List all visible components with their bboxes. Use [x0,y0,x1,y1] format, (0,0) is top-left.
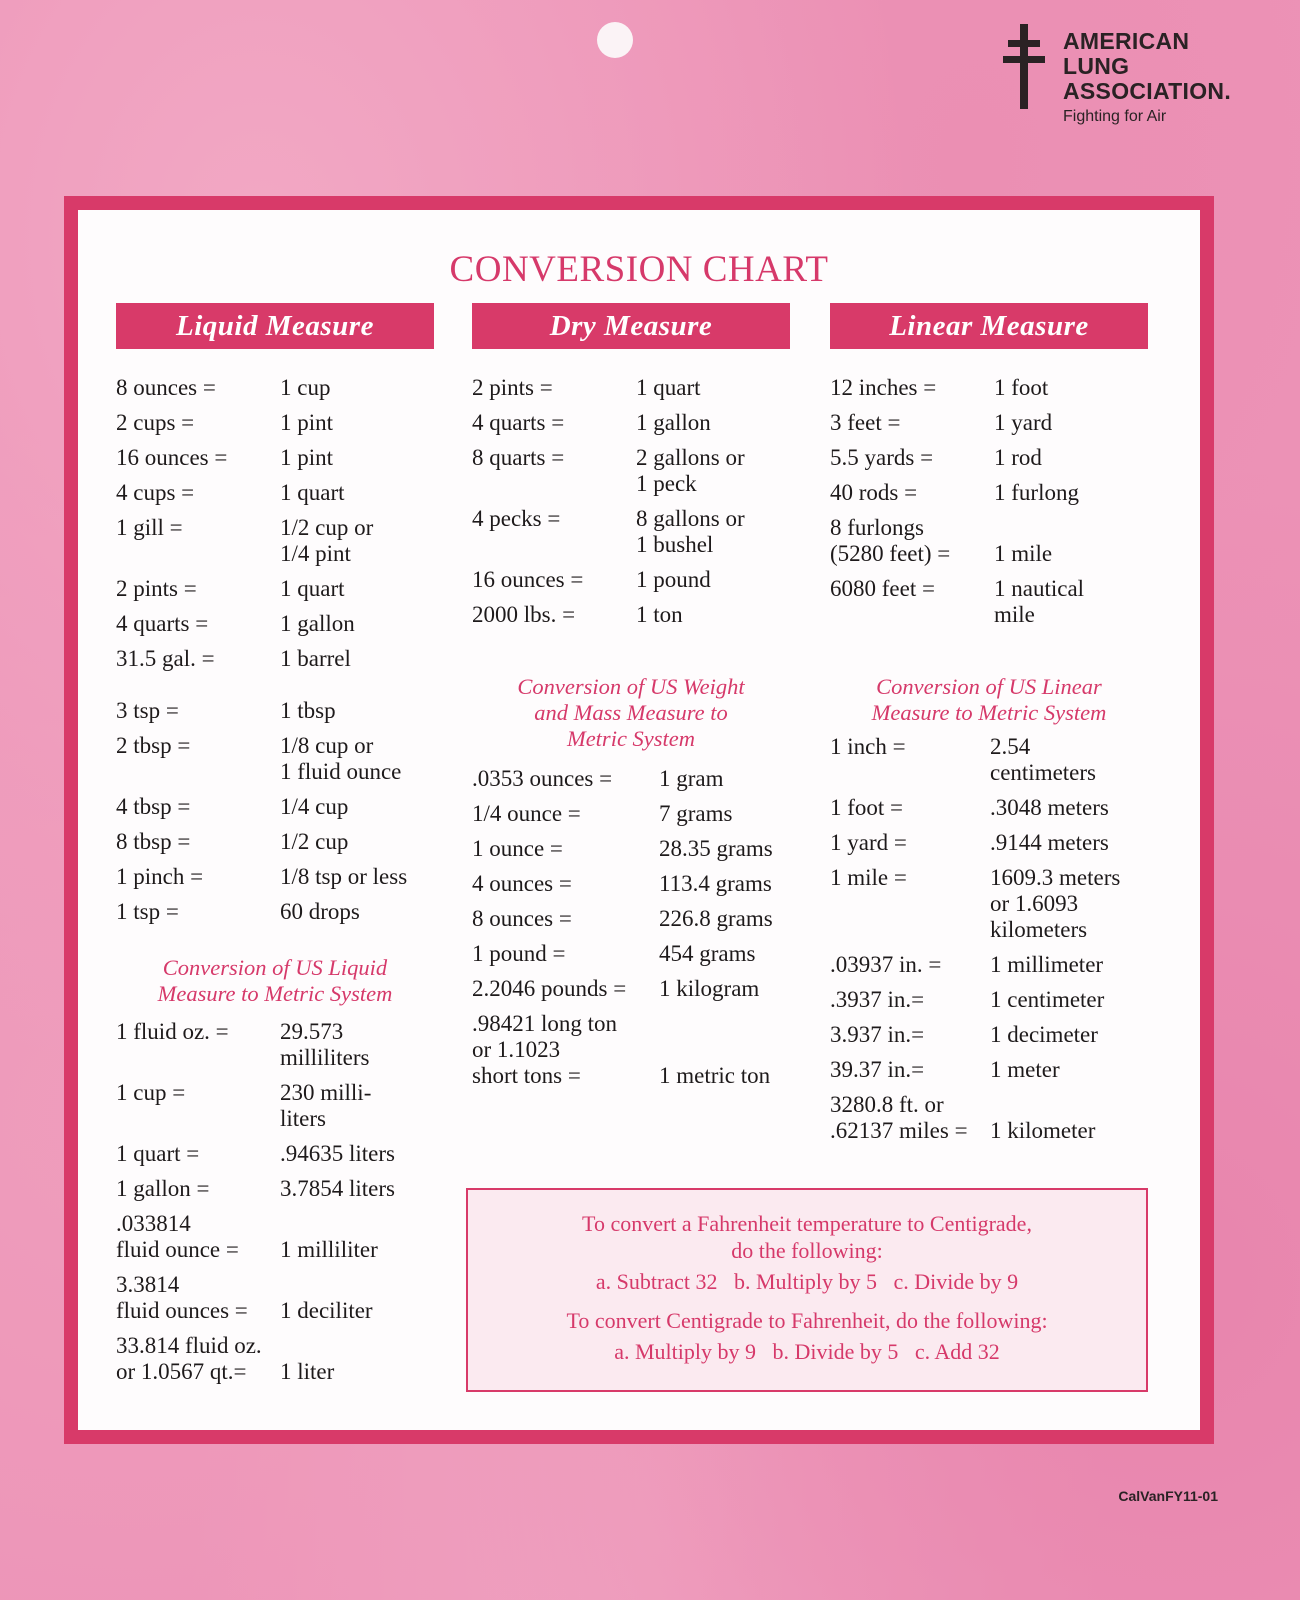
row-to: 3.7854 liters [280,1176,395,1201]
row-to: 8 gallons or 1 bushel [636,506,745,557]
conversion-row [830,515,1148,567]
row-to: 1 gallon [280,611,355,636]
row-to: 60 drops [280,899,360,924]
dry-metric-title: Conversion of US Weight and Mass Measure to Metric System [517,674,745,751]
conversion-row [116,445,434,471]
row-to: .9144 meters [990,830,1109,855]
row-from: 6080 feet = [830,576,935,601]
row-to: 1 ton [636,602,683,627]
liquid-header: Liquid Measure [116,303,434,349]
conversion-row [116,576,434,602]
temp-f-to-c-line1: To convert a Fahrenheit temperature to Centigrade, [582,1211,1032,1236]
conversion-row [830,375,1148,401]
conversion-row [472,1011,790,1089]
conversion-row [830,480,1148,506]
chart-card [78,210,1200,1430]
temp-c-to-f-steps: a. Multiply by 9 b. Divide by 5 c. Add 32 [614,1339,1000,1364]
conversion-row [116,899,434,925]
conversion-row [116,864,434,890]
row-from: 12 inches = [830,375,937,400]
row-from: 1 gallon = [116,1176,210,1201]
lorraine-cross-icon [1000,24,1050,109]
conversion-row [116,733,434,785]
row-to: 28.35 grams [659,836,773,861]
conversion-row [472,906,790,932]
conversion-row [830,830,1148,856]
row-from: 8 ounces = [472,906,572,931]
conversion-row [116,1272,434,1324]
conversion-row [472,602,790,628]
row-from: 4 pecks = [472,506,561,531]
conversion-row [116,410,434,436]
conversion-row [116,829,434,855]
row-to: 1 decimeter [990,1022,1098,1047]
row-from: 8 furlongs (5280 feet) = [830,515,951,566]
row-from: 4 cups = [116,480,195,505]
row-to: 1/4 cup [280,794,349,819]
liquid-metric-title: Conversion of US Liquid Measure to Metric System [157,955,393,1006]
row-from: 1 foot = [830,795,904,820]
row-from: 1 pound = [472,941,566,966]
row-from: 16 ounces = [116,445,228,470]
conversion-row [472,836,790,862]
temp-f-to-c-line2: do the following: [731,1238,883,1263]
ala-logo [1000,24,1260,134]
dry-header: Dry Measure [472,303,790,349]
row-from: 40 rods = [830,480,918,505]
row-to: 1 millimeter [990,952,1104,977]
row-from: 2 pints = [472,375,553,400]
row-to: 113.4 grams [659,871,772,896]
row-from: 3280.8 ft. or .62137 miles = [830,1092,968,1143]
row-to: .3048 meters [990,795,1109,820]
row-to: 230 milli- liters [280,1080,372,1131]
conversion-row [116,611,434,637]
page-title: CONVERSION CHART [449,249,829,290]
conversion-row [830,410,1148,436]
row-from: 1 cup = [116,1080,186,1105]
row-from: 31.5 gal. = [116,646,215,671]
row-to: 1 rod [994,445,1042,470]
row-from: 1 gill = [116,515,183,540]
row-from: .0353 ounces = [472,766,613,791]
conversion-row [830,734,1148,786]
row-from: .98421 long ton or 1.1023 short tons = [472,1011,618,1088]
linear-list [830,375,1148,628]
row-to: 1609.3 meters or 1.6093 kilometers [990,865,1121,942]
row-from: 3 tsp = [116,698,179,723]
row-from: 2 pints = [116,576,197,601]
row-to: 2.54 centimeters [990,734,1097,785]
row-to: 1 barrel [280,646,351,671]
row-to: 1 furlong [994,480,1079,505]
row-from: 3 feet = [830,410,901,435]
form-code: CalVanFY11-01 [1118,1488,1218,1504]
row-to: 1 meter [990,1057,1060,1082]
conversion-row [830,952,1148,978]
conversion-row [472,410,790,436]
row-to: 226.8 grams [659,906,773,931]
conversion-row [116,646,434,672]
linear-header: Linear Measure [830,303,1148,349]
conversion-row [116,480,434,506]
liquid-list [116,375,434,672]
row-to: 29.573 milliliters [280,1019,370,1070]
row-to: 1 centimeter [990,987,1105,1012]
row-to: 1 pint [280,445,334,470]
row-to: 1 gram [659,766,724,791]
row-to: 7 grams [659,801,733,826]
linear-metric-list [830,734,1148,1144]
row-from: 1 fluid oz. = [116,1019,229,1044]
row-from: 8 quarts = [472,445,565,470]
row-from: 1 quart = [116,1141,200,1166]
row-to: 1 tbsp [280,698,336,723]
conversion-row [472,871,790,897]
row-from: 33.814 fluid oz. or 1.0567 qt.= [116,1333,262,1384]
liquid-column [116,303,434,1394]
row-from: 2 cups = [116,410,195,435]
row-from: 2.2046 pounds = [472,976,627,1001]
chart-frame [64,196,1214,1444]
row-to: 1 milliliter [280,1237,378,1262]
row-from: .03937 in. = [830,952,942,977]
conversion-row [472,976,790,1002]
row-to: 1/2 cup or 1/4 pint [280,515,374,566]
row-to: 1 liter [280,1359,335,1384]
conversion-row [830,576,1148,628]
row-from: 16 ounces = [472,567,584,592]
conversion-row [116,794,434,820]
row-to: 1 foot [994,375,1049,400]
row-from: 4 tbsp = [116,794,191,819]
conversion-row [472,801,790,827]
conversion-row [116,1176,434,1202]
conversion-row [472,567,790,593]
conversion-row [830,987,1148,1013]
row-to: 454 grams [659,941,756,966]
conversion-row [116,698,434,724]
row-to: 1 kilometer [990,1118,1096,1143]
conversion-row [830,1022,1148,1048]
row-to: 1 cup [280,375,331,400]
linear-metric-title: Conversion of US Linear Measure to Metric System [871,674,1107,725]
conversion-row [830,795,1148,821]
row-from: 1 ounce = [472,836,563,861]
temperature-box [466,1188,1148,1392]
conversion-row [116,1333,434,1385]
logo-wordmark: AMERICAN LUNG ASSOCIATION. [1063,28,1232,104]
conversion-row [830,1092,1148,1144]
row-to: 1 pound [636,567,711,592]
conversion-row [472,766,790,792]
row-from: 39.37 in.= [830,1057,925,1082]
row-from: 4 quarts = [472,410,565,435]
conversion-row [472,506,790,558]
conversion-row [830,1057,1148,1083]
row-to: .94635 liters [280,1141,395,1166]
row-from: 1 pinch = [116,864,204,889]
row-to: 1/8 cup or 1 fluid ounce [280,733,402,784]
row-from: 1/4 ounce = [472,801,581,826]
row-to: 1 metric ton [659,1063,771,1088]
row-from: 1 inch = [830,734,906,759]
row-to: 1/8 tsp or less [280,864,408,889]
row-to: 1 deciliter [280,1298,373,1323]
row-to: 1 quart [280,576,345,601]
liquid-metric-list [116,1019,434,1385]
temp-f-to-c-steps: a. Subtract 32 b. Multiply by 5 c. Divide by 9 [595,1269,1019,1294]
row-from: 4 ounces = [472,871,572,896]
conversion-row [472,941,790,967]
conversion-row [830,445,1148,471]
dry-list [472,375,790,628]
conversion-row [116,375,434,401]
row-from: .3937 in.= [830,987,925,1012]
row-to: 1 nautical mile [994,576,1085,627]
row-to: 1 kilogram [659,976,760,1001]
row-from: 3.937 in.= [830,1022,925,1047]
conversion-row [830,865,1148,943]
row-from: 4 quarts = [116,611,209,636]
conversion-row [116,1141,434,1167]
temp-c-to-f-line1: To convert Centigrade to Fahrenheit, do the following: [566,1308,1048,1333]
row-from: 1 yard = [830,830,907,855]
punch-hole [597,22,633,58]
linear-column [830,303,1148,1153]
row-from: 2 tbsp = [116,733,191,758]
conversion-row [472,445,790,497]
row-to: 1 quart [636,375,701,400]
conversion-row [116,1019,434,1071]
row-to: 1 yard [994,410,1053,435]
row-from: 1 tsp = [116,899,179,924]
row-to: 1 pint [280,410,334,435]
row-from: 3.3814 fluid ounces = [116,1272,248,1323]
row-to: 1 quart [280,480,345,505]
liquid-spoon-list [116,698,434,925]
logo-tagline: Fighting for Air [1063,108,1167,125]
row-from: 5.5 yards = [830,445,934,470]
conversion-row [116,1080,434,1132]
conversion-row [472,375,790,401]
dry-metric-list [472,766,790,1089]
conversion-row [116,515,434,567]
conversion-row [116,1211,434,1263]
row-to: 2 gallons or 1 peck [636,445,745,496]
row-to: 1 mile [994,541,1053,566]
row-from: 2000 lbs. = [472,602,576,627]
row-from: 1 mile = [830,865,907,890]
row-from: 8 ounces = [116,375,216,400]
row-to: 1 gallon [636,410,711,435]
row-from: 8 tbsp = [116,829,191,854]
row-to: 1/2 cup [280,829,349,854]
dry-column [472,303,790,1098]
row-from: .033814 fluid ounce = [116,1211,239,1262]
